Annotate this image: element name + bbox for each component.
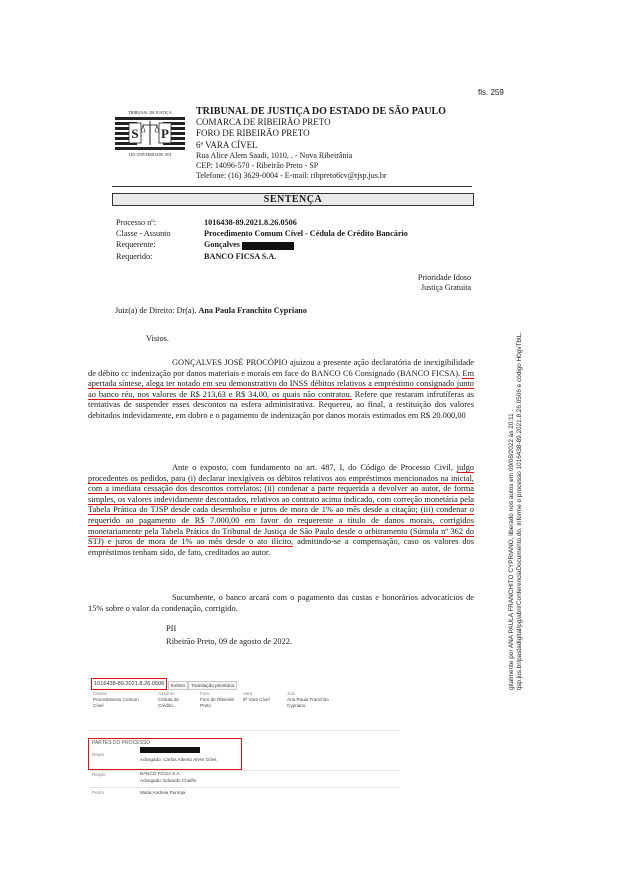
paragraph-report (88, 358, 474, 422)
cell-assunto: Cédula de Crédito... (158, 697, 179, 708)
place-date: Ribeirão Preto, 09 de agosto de 2022. (166, 637, 293, 646)
dispositivo-intro: Ante o exposto, com fundamento no art. 487, I, do Código de Processo Civil, (172, 463, 453, 472)
report-intro: GONÇALVES JOSÉ PROCÓPIO ajuizou a presente ação declaratória de inexigibilidade de débito cc indenização por danos materiais e morais em face do BANCO C6 Consignado (BANCO FICSA). (88, 358, 474, 378)
court-seal-logo (112, 108, 188, 158)
comarca: COMARCA DE RIBEIRÃO PRETO (196, 117, 331, 128)
processo-number: 1016438-89.2021.8.26.0506 (204, 218, 297, 227)
perito-name: Maria Andreia Pantoja (140, 790, 186, 795)
label-assunto: Assunto (158, 691, 175, 696)
prioridade-idoso: Prioridade Idoso (417, 273, 471, 282)
partes-title: PARTES DO PROCESSO (92, 740, 151, 746)
cell-vara: 6ª Vara Cível (243, 697, 270, 702)
priority-notes (418, 273, 471, 293)
judge-name: Ana Paula Franchito Cypriano (198, 306, 307, 315)
processo-label: Processo nº: (116, 218, 157, 227)
court-header (196, 106, 446, 181)
dispositivo-rest: admitindo-se a compensação, caso os valores dos empréstimos tenham sido, de fato, creditados ao autor. (88, 537, 474, 557)
svg-text:P: P (161, 126, 169, 141)
panel-divider-3 (88, 787, 400, 788)
perito-label: Perito (92, 790, 105, 795)
report-rest: Refere que restaram infrutíferas as tentativas de suspender esses descontos na esfera administrativa. Requereu, ao final, a restituição dos valores debitados indevidamente, em dobro e o pagamento de indenização por danos morais estimados em R$ 20.000,00 (88, 389, 475, 420)
paragraph-sucumbencia (88, 593, 474, 614)
header-divider (112, 186, 472, 187)
redaction-bar (242, 242, 294, 250)
dispositivo-highlight: julgo procedentes os pedidos, para (i) declarar inexigíveis os débitos relativos aos empréstimos mencionados na inicial, com a imediata cessação dos descontos correlatos; (ii) condenar a parte requerida a devolver ao autor, de forma simples, os valores indevidamente descontados, relativos ao contrato acima indicado, com correção monetária pela Tabela Prática do TJSP desde cada desembolso e juros de mora de 1% ao mês desde a citação; (iii) condenar o requerido ao pagamento de R$ 7.000,00 em favor do requerente a título de danos morais, corrigidos monetariamente pela Tabela Prática do Tribunal de Justiça de São Paulo desde o arbitramento (Súmula nº 362 do STJ) e juros de mora de 1% ao mês desde o ato ilícito, (88, 463, 474, 547)
requerente-value: Gonçalves (204, 240, 240, 250)
requerente-label: Requerente: (116, 240, 156, 250)
digital-signature-stamp (508, 90, 523, 690)
foro: FORO DE RIBEIRÃO PRETO (196, 128, 310, 139)
reqdo-advogado: Advogado: Eduardo Chalfin (140, 778, 197, 783)
vistos (88, 334, 474, 345)
judge-line (115, 306, 307, 315)
cep: CEP: 14096-570 - Ribeirão Preto - SP (196, 160, 319, 170)
requerido-value: BANCO FICSA S.A. (204, 251, 277, 261)
reqdo-label: Reqdo (92, 772, 106, 777)
document-title: SENTENÇA (112, 193, 474, 206)
paragraph-dispositivo (88, 463, 474, 558)
sucumbencia-text: Sucumbente, o banco arcará com o pagamento das custas e honorários advocatícios de 15% sobre o valor da condenação, corrigido. (88, 593, 474, 613)
stamp-line-1: gitalmente por ANA PAULA FRANCHITO CYPRIANO, liberado nos autos em 09/08/2022 às 20:11 . (508, 409, 515, 690)
judge-label: Juiz(a) de Direito: Dr(a). (115, 306, 197, 315)
classe-label: Classe - Assunto (116, 229, 171, 239)
case-metadata (116, 217, 408, 262)
stamp-line-2: tjsp.jus.br/pastadigital/pg/abrirConferenciaDocumento.do, informe o processo 1016438-89.2021.8.26.0506 e código H0gvTbtL. (515, 331, 523, 690)
status-tag-prioritaria: Tramitação prioritária (188, 681, 237, 690)
vara: 6ª VARA CÍVEL (196, 139, 258, 150)
cell-foro: Foro de Ribeirão Preto (200, 697, 235, 708)
justica-gratuita: Justiça Gratuita (421, 283, 471, 292)
vistos-text: Vistos. (146, 334, 169, 343)
reqte-label: Reqte (92, 752, 105, 757)
requerido-label: Requerido: (116, 251, 153, 261)
label-juiz: Juiz (287, 691, 296, 696)
label-classe: Classe (93, 691, 108, 696)
tribunal-name: TRIBUNAL DE JUSTIÇA DO ESTADO DE SÃO PAULO (196, 106, 446, 117)
panel-process-code[interactable]: 1016438-89.2021.8.26.0506 (91, 678, 167, 690)
telephone-email: Telefone: (16) 3629-0004 - E-mail: ribpreto6cv@tjsp.jus.br (196, 170, 387, 180)
status-tag-extinto: Extinto (168, 681, 188, 690)
classe-value: Procedimento Comum Cível - Cédula de Crédito Bancário (204, 229, 408, 239)
report-highlight: Em apertada síntese, alega ter notado em seu demonstrativo do INSS débitos relativos a empréstimo consignado junto ao banco réu, nos valores de R$ 213,63 e R$ 34,00, os quais não contratou. (88, 368, 474, 399)
svg-text:S: S (131, 126, 139, 141)
reqte-advogado: Advogado: Carlos Alberto Alves Góes (140, 757, 217, 762)
panel-divider (88, 730, 400, 731)
cell-juiz: Ana Paula Franchito Cypriano (287, 697, 329, 708)
pii: PII (166, 624, 177, 633)
page-number: fls. 259 (478, 88, 504, 97)
reqdo-name: BANCO FICSA S.A. (140, 771, 181, 776)
svg-text:TRIBUNAL DE JUSTIÇA: TRIBUNAL DE JUSTIÇA (128, 110, 172, 115)
address: Rua Alice Alem Saadi, 1010, . - Nova Ribeirânia (196, 150, 353, 160)
label-foro: Foro (200, 691, 210, 696)
svg-text:LEX UNIVERSIDADE 1874: LEX UNIVERSIDADE 1874 (128, 153, 172, 157)
label-vara: Vara (243, 691, 253, 696)
reqte-redaction (140, 747, 200, 753)
panel-divider-2 (88, 770, 400, 771)
cell-classe: Procedimento Comum Cível (93, 697, 139, 708)
